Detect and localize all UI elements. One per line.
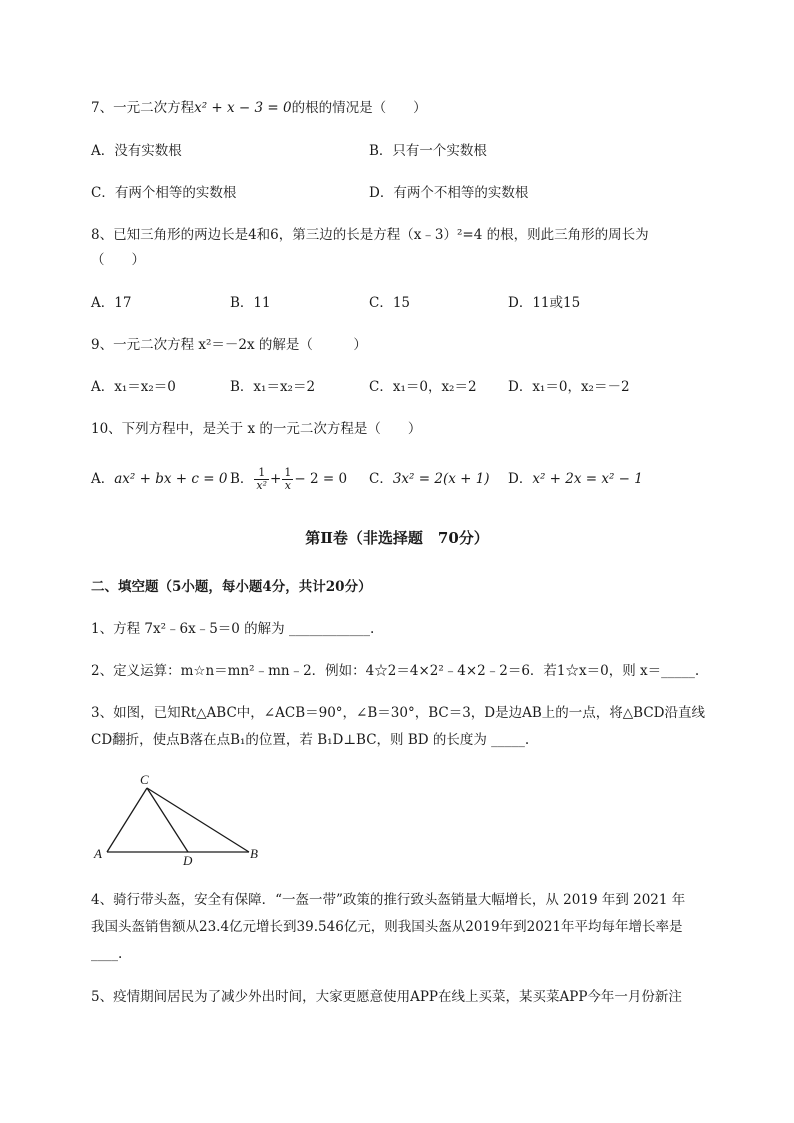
- question-8-option-d: D．11或15: [508, 295, 581, 311]
- side-cb: [147, 788, 249, 852]
- question-7-option-b: B．只有一个实数根: [369, 143, 487, 159]
- question-7-option-c: C．有两个相等的实数根: [91, 185, 237, 201]
- question-9-option-c: C．x₁＝0，x₂＝2: [369, 379, 477, 395]
- question-7-option-d: D．有两个不相等的实数根: [369, 185, 529, 201]
- label-d: D: [183, 853, 193, 865]
- label-a: A: [94, 846, 102, 861]
- label-b: B: [250, 846, 258, 861]
- fill-question-2: 2、定义运算：m☆n＝mn²﹣mn﹣2．例如：4☆2＝4×2²﹣4×2﹣2＝6．若1☆x＝0，则 x＝_____.: [91, 663, 700, 679]
- fill-question-4-line-1: 4、骑行带头盔，安全有保障．“一盔一带”政策的推行致头盔销量大幅增长，从 2019 年到 2021 年: [91, 892, 686, 908]
- fill-question-5-line-1: 5、疫情期间居民为了减少外出时间，大家更愿意使用APP在线上买菜，某买菜APP今年一月份新注: [91, 989, 682, 1005]
- question-8-line-1: 8、已知三角形的两边长是4和6，第三边的长是方程（x﹣3）²=4 的根，则此三角形的周长为: [91, 227, 649, 243]
- question-9-stem: 9、一元二次方程 x²＝－2x 的解是（ ）: [91, 337, 367, 353]
- question-7-stem: [91, 98, 427, 118]
- question-10-stem: 10、下列方程中，是关于 x 的一元二次方程是（ ）: [91, 421, 422, 437]
- question-10-option-b: B． $\frac{1}{\text{x²}}$ + $\frac{1}{x}$ − 2 = 0: [230, 466, 348, 492]
- question-7-equation: x² + x − 3 = 0: [194, 100, 292, 116]
- section-title: 第Ⅱ卷（非选择题 70分）: [305, 529, 489, 547]
- question-10-option-d: D．x² + 2x = x² − 1: [508, 471, 643, 487]
- fraction: $\frac{1}{x}$: [284, 466, 292, 492]
- part-2-title: 二、填空题（5小题，每小题4分，共计20分）: [91, 579, 372, 595]
- fill-question-3-line-1: 3、如图，已知Rt△ABC中，∠ACB＝90°，∠B＝30°，BC＝3，D是边AB上的一点，将△BCD沿直线: [91, 705, 705, 721]
- question-10-option-a: A．ax² + bx + c = 0: [91, 471, 228, 487]
- question-10-option-c: C．3x² = 2(x + 1): [369, 471, 490, 487]
- label-c: C: [140, 772, 149, 787]
- fraction: $\frac{1}{\text{x²}}$: [256, 466, 268, 492]
- question-7-suffix: 的根的情况是（ ）: [291, 100, 427, 116]
- triangle-figure: [90, 770, 270, 865]
- question-8-option-b: B．11: [230, 295, 271, 311]
- question-9-option-d: D．x₁＝0，x₂＝－2: [508, 379, 630, 395]
- fill-question-1: 1、方程 7x²﹣6x﹣5＝0 的解为 ____________.: [91, 621, 375, 637]
- question-9-option-a: A．x₁＝x₂＝0: [91, 379, 176, 395]
- question-8-line-2: （ ）: [91, 252, 145, 268]
- fill-question-3-line-2: CD翻折，使点B落在点B₁的位置，若 B₁D⊥BC，则 BD 的长度为 _____.: [91, 732, 530, 748]
- fill-question-4-line-3: ____.: [91, 946, 123, 962]
- question-8-option-c: C．15: [369, 295, 411, 311]
- question-9-option-b: B．x₁＝x₂＝2: [230, 379, 316, 395]
- segment-cd: [147, 788, 188, 852]
- fill-question-4-line-2: 我国头盔销售额从23.4亿元增长到39.546亿元，则我国头盔从2019年到2021年平均每年增长率是: [91, 919, 683, 935]
- question-8-option-a: A．17: [91, 295, 132, 311]
- question-7-option-a: A．没有实数根: [91, 143, 182, 159]
- question-7-prefix: 7、一元二次方程: [91, 100, 195, 116]
- side-ac: [107, 788, 147, 852]
